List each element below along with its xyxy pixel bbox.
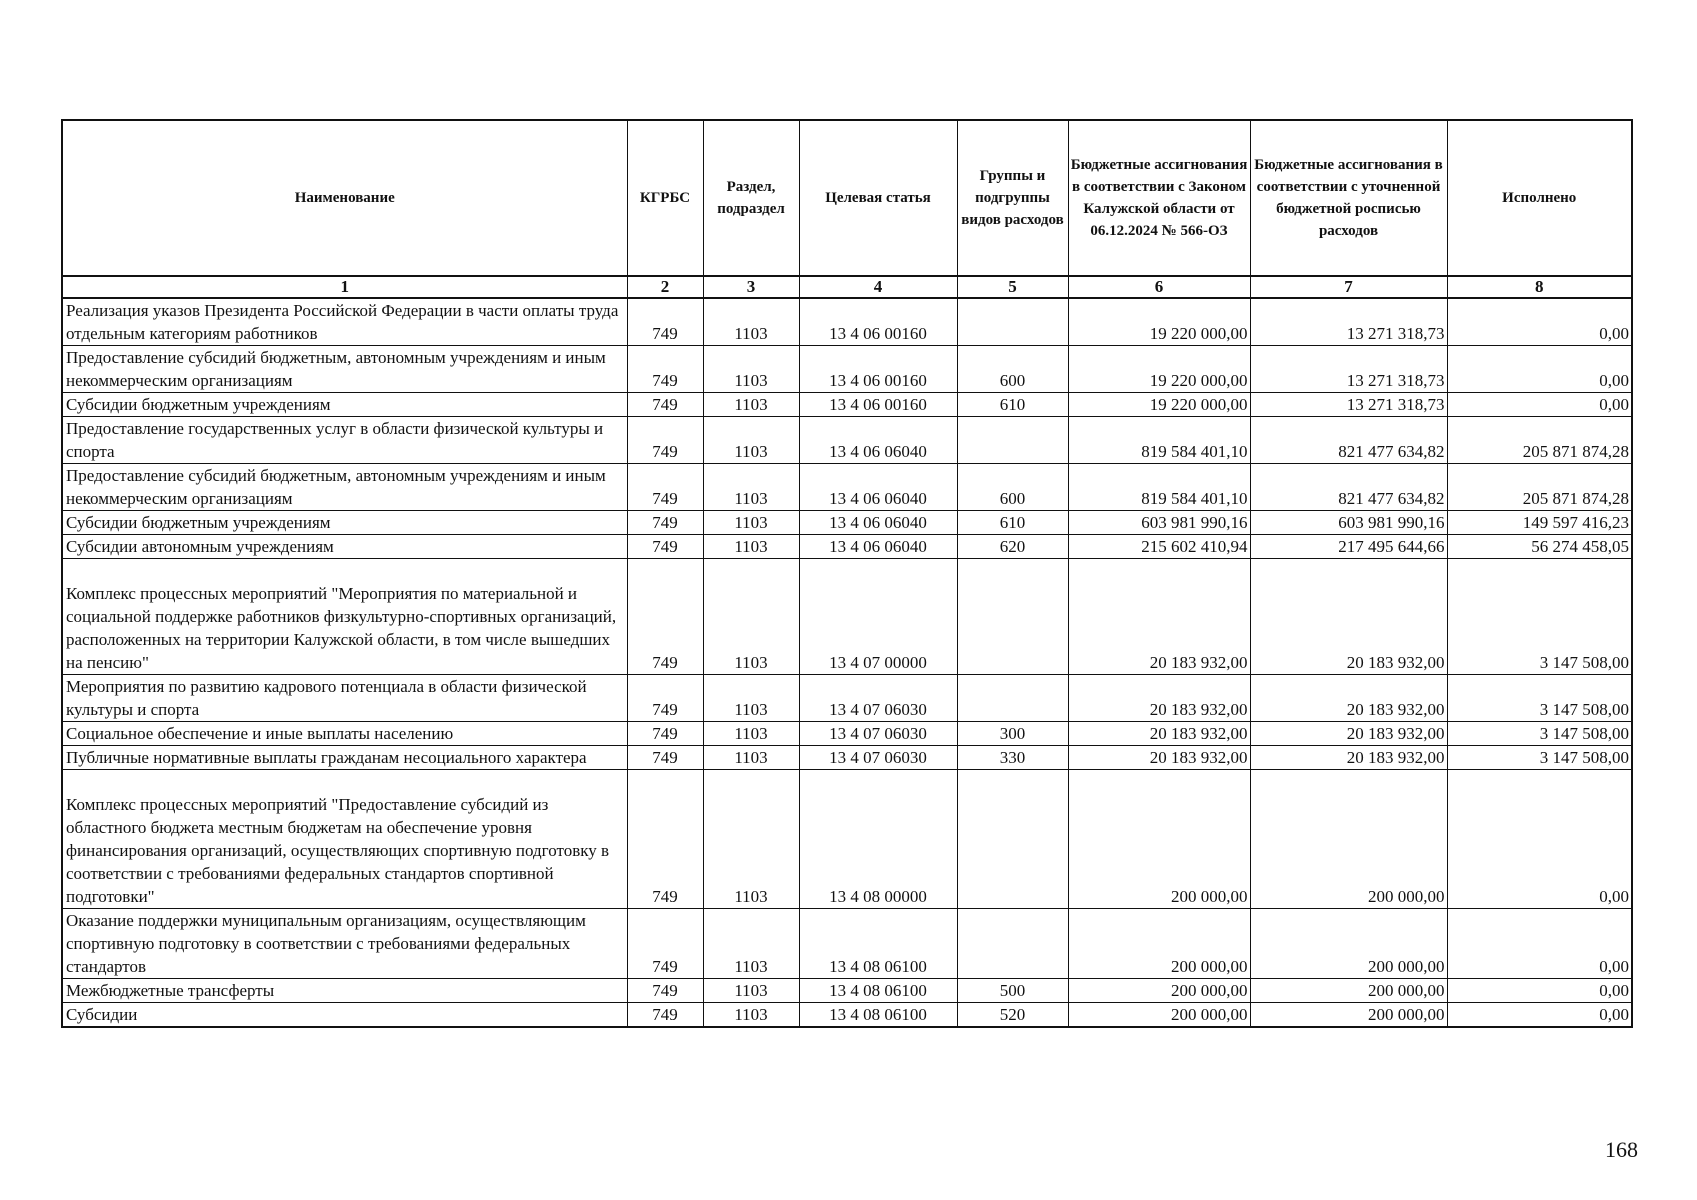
row-csr: 13 4 06 06040: [799, 464, 957, 511]
row-plan: 821 477 634,82: [1250, 417, 1447, 464]
row-vr: 610: [957, 393, 1068, 417]
row-name: Субсидии бюджетным учреждениям: [62, 511, 627, 535]
row-done: 0,00: [1447, 346, 1632, 393]
column-number: 1: [62, 276, 627, 298]
row-plan: 13 271 318,73: [1250, 393, 1447, 417]
row-plan: 200 000,00: [1250, 909, 1447, 979]
row-vr: [957, 417, 1068, 464]
column-number: 4: [799, 276, 957, 298]
column-number-row: [62, 276, 1632, 298]
row-csr: 13 4 07 00000: [799, 559, 957, 675]
row-done: 3 147 508,00: [1447, 722, 1632, 746]
table-row: [62, 746, 1632, 770]
row-razdel: 1103: [703, 511, 799, 535]
row-law: 200 000,00: [1068, 770, 1250, 909]
row-law: 200 000,00: [1068, 1003, 1250, 1028]
row-name: Субсидии бюджетным учреждениям: [62, 393, 627, 417]
row-csr: 13 4 06 06040: [799, 511, 957, 535]
row-plan: 13 271 318,73: [1250, 298, 1447, 346]
column-number: 7: [1250, 276, 1447, 298]
row-done: 0,00: [1447, 770, 1632, 909]
row-kgrbs: 749: [627, 535, 703, 559]
row-plan: 217 495 644,66: [1250, 535, 1447, 559]
row-csr: 13 4 06 00160: [799, 346, 957, 393]
header-kgrbs: КГРБС: [627, 120, 703, 276]
row-plan: 13 271 318,73: [1250, 346, 1447, 393]
table-row: [62, 393, 1632, 417]
row-vr: 500: [957, 979, 1068, 1003]
row-plan: 200 000,00: [1250, 979, 1447, 1003]
row-razdel: 1103: [703, 675, 799, 722]
table-row: [62, 770, 1632, 909]
row-razdel: 1103: [703, 909, 799, 979]
row-name: Социальное обеспечение и иные выплаты населению: [62, 722, 627, 746]
row-done: 3 147 508,00: [1447, 746, 1632, 770]
row-done: 0,00: [1447, 979, 1632, 1003]
row-name: Мероприятия по развитию кадрового потенциала в области физической культуры и спорта: [62, 675, 627, 722]
row-csr: 13 4 08 06100: [799, 979, 957, 1003]
row-kgrbs: 749: [627, 675, 703, 722]
row-law: 603 981 990,16: [1068, 511, 1250, 535]
row-name: Реализация указов Президента Российской Федерации в части оплаты труда отдельным категориям работников: [62, 298, 627, 346]
row-vr: 600: [957, 464, 1068, 511]
row-law: 19 220 000,00: [1068, 393, 1250, 417]
header-name: Наименование: [62, 120, 627, 276]
row-name: Субсидии: [62, 1003, 627, 1028]
row-csr: 13 4 07 06030: [799, 746, 957, 770]
row-done: 149 597 416,23: [1447, 511, 1632, 535]
column-number: 6: [1068, 276, 1250, 298]
table-row: [62, 909, 1632, 979]
row-razdel: 1103: [703, 298, 799, 346]
row-done: 0,00: [1447, 909, 1632, 979]
row-vr: 300: [957, 722, 1068, 746]
row-vr: 620: [957, 535, 1068, 559]
table-row: [62, 417, 1632, 464]
row-plan: 603 981 990,16: [1250, 511, 1447, 535]
row-done: 0,00: [1447, 1003, 1632, 1028]
header-razdel: Раздел, подраздел: [703, 120, 799, 276]
table-row: [62, 675, 1632, 722]
row-csr: 13 4 08 06100: [799, 1003, 957, 1028]
row-plan: 20 183 932,00: [1250, 722, 1447, 746]
header-law: Бюджетные ассигнования в соответствии с Законом Калужской области от 06.12.2024 № 566-ОЗ: [1068, 120, 1250, 276]
table-row: [62, 559, 1632, 675]
row-razdel: 1103: [703, 417, 799, 464]
row-csr: 13 4 06 00160: [799, 393, 957, 417]
row-done: 56 274 458,05: [1447, 535, 1632, 559]
row-vr: [957, 909, 1068, 979]
row-razdel: 1103: [703, 746, 799, 770]
row-csr: 13 4 08 00000: [799, 770, 957, 909]
row-done: 205 871 874,28: [1447, 417, 1632, 464]
row-csr: 13 4 06 06040: [799, 535, 957, 559]
table-row: [62, 346, 1632, 393]
row-name: Комплекс процессных мероприятий "Предоставление субсидий из областного бюджета местным бюджетам на обеспечение уровня финансирования организаций, осуществляющих спортивную подготовку в соответствии с требованиями федеральных стандартов спортивной подготовки": [62, 770, 627, 909]
row-done: 3 147 508,00: [1447, 675, 1632, 722]
header-vr: Группы и подгруппы видов расходов: [957, 120, 1068, 276]
row-law: 200 000,00: [1068, 979, 1250, 1003]
row-done: 205 871 874,28: [1447, 464, 1632, 511]
row-razdel: 1103: [703, 1003, 799, 1028]
table-row: [62, 511, 1632, 535]
row-name: Оказание поддержки муниципальным организациям, осуществляющим спортивную подготовку в соответствии с требованиями федеральных стандартов: [62, 909, 627, 979]
row-name: Предоставление субсидий бюджетным, автономным учреждениям и иным некоммерческим организациям: [62, 346, 627, 393]
row-law: 819 584 401,10: [1068, 417, 1250, 464]
header-done: Исполнено: [1447, 120, 1632, 276]
row-kgrbs: 749: [627, 417, 703, 464]
row-vr: 520: [957, 1003, 1068, 1028]
row-name: Предоставление государственных услуг в области физической культуры и спорта: [62, 417, 627, 464]
row-vr: 610: [957, 511, 1068, 535]
row-kgrbs: 749: [627, 770, 703, 909]
row-kgrbs: 749: [627, 979, 703, 1003]
header-row: [62, 120, 1632, 276]
header-csr: Целевая статья: [799, 120, 957, 276]
row-done: 0,00: [1447, 298, 1632, 346]
row-kgrbs: 749: [627, 1003, 703, 1028]
row-plan: 20 183 932,00: [1250, 746, 1447, 770]
row-kgrbs: 749: [627, 511, 703, 535]
table-row: [62, 535, 1632, 559]
row-law: 20 183 932,00: [1068, 722, 1250, 746]
budget-table: [61, 119, 1633, 1028]
row-kgrbs: 749: [627, 722, 703, 746]
row-plan: 20 183 932,00: [1250, 559, 1447, 675]
row-csr: 13 4 06 00160: [799, 298, 957, 346]
row-kgrbs: 749: [627, 559, 703, 675]
row-razdel: 1103: [703, 464, 799, 511]
row-csr: 13 4 07 06030: [799, 722, 957, 746]
row-name: Публичные нормативные выплаты гражданам несоциального характера: [62, 746, 627, 770]
row-vr: [957, 675, 1068, 722]
row-law: 20 183 932,00: [1068, 559, 1250, 675]
row-plan: 200 000,00: [1250, 1003, 1447, 1028]
column-number: 3: [703, 276, 799, 298]
row-razdel: 1103: [703, 722, 799, 746]
row-name: Комплекс процессных мероприятий "Мероприятия по материальной и социальной поддержке работников физкультурно-спортивных организаций, расположенных на территории Калужской области, в том числе вышедших на пенсию": [62, 559, 627, 675]
row-plan: 20 183 932,00: [1250, 675, 1447, 722]
row-name: Межбюджетные трансферты: [62, 979, 627, 1003]
row-law: 19 220 000,00: [1068, 346, 1250, 393]
row-razdel: 1103: [703, 979, 799, 1003]
row-plan: 200 000,00: [1250, 770, 1447, 909]
row-razdel: 1103: [703, 393, 799, 417]
row-law: 215 602 410,94: [1068, 535, 1250, 559]
table-row: [62, 298, 1632, 346]
row-kgrbs: 749: [627, 346, 703, 393]
row-razdel: 1103: [703, 535, 799, 559]
row-vr: [957, 559, 1068, 675]
row-razdel: 1103: [703, 346, 799, 393]
row-razdel: 1103: [703, 559, 799, 675]
page-number: 168: [1605, 1137, 1638, 1162]
table-row: [62, 464, 1632, 511]
row-name: Предоставление субсидий бюджетным, автономным учреждениям и иным некоммерческим организациям: [62, 464, 627, 511]
column-number: 2: [627, 276, 703, 298]
row-kgrbs: 749: [627, 746, 703, 770]
row-law: 20 183 932,00: [1068, 675, 1250, 722]
row-name: Субсидии автономным учреждениям: [62, 535, 627, 559]
row-vr: [957, 298, 1068, 346]
row-csr: 13 4 08 06100: [799, 909, 957, 979]
row-kgrbs: 749: [627, 393, 703, 417]
row-law: 20 183 932,00: [1068, 746, 1250, 770]
table-row: [62, 722, 1632, 746]
row-vr: 600: [957, 346, 1068, 393]
column-number: 5: [957, 276, 1068, 298]
row-law: 819 584 401,10: [1068, 464, 1250, 511]
row-law: 200 000,00: [1068, 909, 1250, 979]
table-row: [62, 979, 1632, 1003]
row-plan: 821 477 634,82: [1250, 464, 1447, 511]
row-vr: 330: [957, 746, 1068, 770]
table-row: [62, 1003, 1632, 1028]
row-kgrbs: 749: [627, 909, 703, 979]
row-done: 3 147 508,00: [1447, 559, 1632, 675]
row-vr: [957, 770, 1068, 909]
row-kgrbs: 749: [627, 298, 703, 346]
column-number: 8: [1447, 276, 1632, 298]
row-razdel: 1103: [703, 770, 799, 909]
row-kgrbs: 749: [627, 464, 703, 511]
header-plan: Бюджетные ассигнования в соответствии с уточненной бюджетной росписью расходов: [1250, 120, 1447, 276]
row-csr: 13 4 06 06040: [799, 417, 957, 464]
row-law: 19 220 000,00: [1068, 298, 1250, 346]
row-csr: 13 4 07 06030: [799, 675, 957, 722]
row-done: 0,00: [1447, 393, 1632, 417]
